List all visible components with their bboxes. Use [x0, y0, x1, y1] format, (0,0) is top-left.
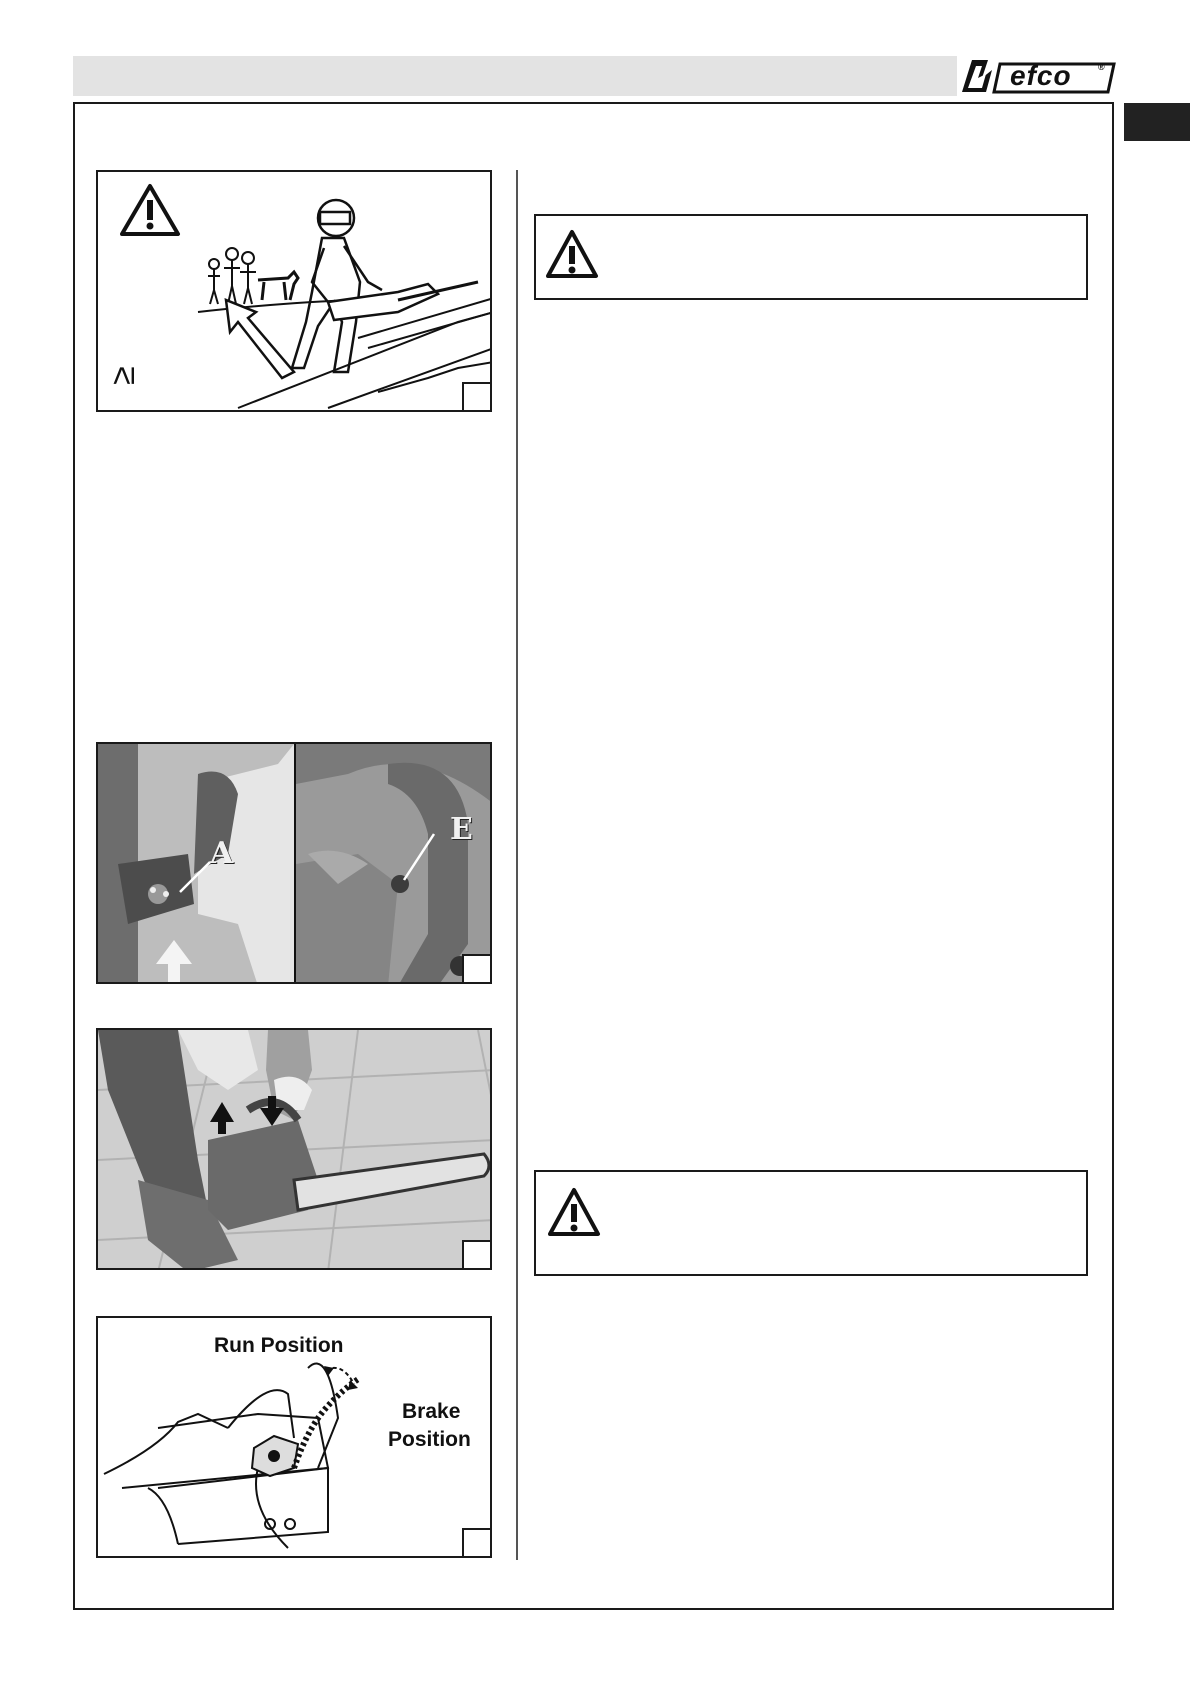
starting-photo-illustration: [98, 1030, 492, 1270]
warning-box-bottom: [534, 1170, 1088, 1276]
figure-number-box: [462, 1240, 490, 1268]
language-tab: [1124, 103, 1190, 141]
distance-symbol: ≥: [103, 366, 142, 385]
figure-number-box: [462, 382, 490, 410]
warning-icon: [542, 226, 602, 282]
warning-icon: [544, 1184, 604, 1240]
safety-distance-illustration: [98, 172, 492, 412]
run-position-label: Run Position: [214, 1334, 344, 1357]
figure-number-box: [462, 1528, 490, 1556]
brand-registered: ®: [1098, 62, 1105, 72]
warning-box-top: [534, 214, 1088, 300]
efco-logo: [958, 56, 1118, 96]
brake-photo-illustration: [98, 744, 492, 984]
label-a: A: [210, 836, 234, 871]
figure-number-box: [462, 954, 490, 982]
figure-brake-photos: [96, 742, 492, 984]
brake-label-line1: Brake: [402, 1400, 461, 1423]
label-e: E: [450, 812, 473, 847]
brand-text: efco: [1010, 60, 1072, 91]
figure-starting-photo: [96, 1028, 492, 1270]
figure-safety-distance: [96, 170, 492, 412]
header-bar: [73, 56, 957, 96]
column-divider: [516, 170, 518, 1560]
brake-label-line2: Position: [388, 1428, 471, 1451]
figure-brake-positions: [96, 1316, 492, 1558]
